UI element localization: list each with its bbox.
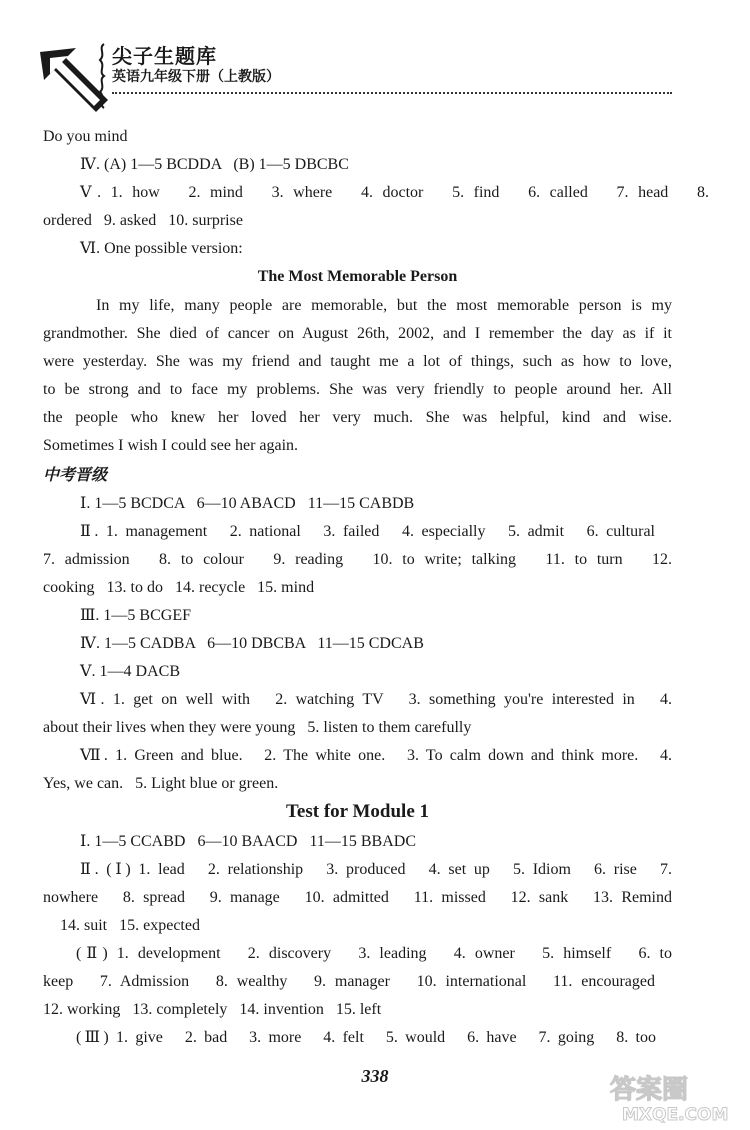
page-number: 338 bbox=[361, 1066, 389, 1086]
watermark-text: 答案圈 bbox=[610, 1075, 689, 1105]
answer-line: 12. working 13. completely 14. invention 15. left bbox=[43, 1001, 382, 1018]
answer-line: Ⅵ. 1. get on well with 2. watching TV 3. something you're interested in 4. bbox=[80, 691, 672, 708]
answer-line: Ⅲ. 1—5 BCGEF bbox=[80, 607, 191, 624]
answer-line: (Ⅱ) 1. development 2. discovery 3. leading 4. owner 5. himself 6. to bbox=[76, 945, 672, 962]
answer-line: Yes, we can. 5. Light blue or green. bbox=[43, 775, 279, 792]
answer-line: Ⅳ. 1—5 CADBA 6—10 DBCBA 11—15 CDCAB bbox=[80, 635, 424, 652]
answer-line: Ⅴ. 1—4 DACB bbox=[80, 663, 181, 680]
essay-line: grandmother. She died of cancer on August 26th, 2002, and I remember the day as if it bbox=[43, 325, 672, 342]
answer-line: 7. admission 8. to colour 9. reading 10. to write; talking 11. to turn 12. bbox=[43, 551, 672, 568]
answer-line: Ⅳ. (A) 1—5 BCDDA (B) 1—5 DBCBC bbox=[80, 156, 349, 173]
essay-line: In my life, many people are memorable, but the most memorable person is my bbox=[96, 297, 672, 314]
brace-ornament-icon bbox=[96, 42, 108, 110]
answer-line: Ⅶ. 1. Green and blue. 2. The white one. 3. To calm down and think more. 4. bbox=[80, 747, 672, 764]
answer-line: Ⅵ. One possible version: bbox=[80, 240, 243, 257]
answer-line: about their lives when they were young 5. listen to them carefully bbox=[43, 719, 472, 736]
module-test-title: Test for Module 1 bbox=[285, 801, 430, 822]
essay-title: The Most Memorable Person bbox=[257, 268, 458, 285]
section-heading: 中考晋级 bbox=[43, 465, 108, 484]
answer-line: cooking 13. to do 14. recycle 15. mind bbox=[43, 579, 315, 596]
answer-line: Ⅰ. 1—5 BCDCA 6—10 ABACD 11—15 CABDB bbox=[80, 495, 415, 512]
answer-line: ordered 9. asked 10. surprise bbox=[43, 212, 243, 229]
book-brand-title: 尖子生题库 bbox=[112, 44, 217, 68]
answer-line: 14. suit 15. expected bbox=[60, 917, 200, 934]
answer-line: Ⅱ. 1. management 2. national 3. failed 4. especially 5. admit 6. cultural bbox=[80, 523, 655, 540]
answer-line: Ⅰ. 1—5 CCABD 6—10 BAACD 11—15 BBADC bbox=[80, 833, 416, 850]
page-header bbox=[0, 0, 750, 118]
answer-line: Do you mind bbox=[43, 128, 128, 145]
answer-line: Ⅴ. 1. how 2. mind 3. where 4. doctor 5. find 6. called 7. head 8. bbox=[80, 184, 709, 201]
answer-line: nowhere 8. spread 9. manage 10. admitted 11. missed 12. sank 13. Remind bbox=[43, 889, 672, 906]
header-dotted-rule bbox=[112, 92, 672, 94]
essay-line: the people who knew her loved her very much. She was helpful, kind and wise. bbox=[43, 409, 672, 426]
essay-line: were yesterday. She was my friend and taught me a lot of things, such as how to love, bbox=[43, 353, 672, 370]
essay-line: Sometimes I wish I could see her again. bbox=[43, 437, 299, 454]
watermark-url: MXQE.COM bbox=[622, 1105, 729, 1125]
answer-line: Ⅱ. (Ⅰ) 1. lead 2. relationship 3. produced 4. set up 5. Idiom 6. rise 7. bbox=[80, 861, 672, 878]
answer-line: (Ⅲ) 1. give 2. bad 3. more 4. felt 5. would 6. have 7. going 8. too bbox=[76, 1029, 656, 1046]
book-subtitle: 英语九年级下册（上教版） bbox=[112, 69, 280, 85]
watermark-logo-icon bbox=[604, 1066, 744, 1126]
essay-line: to be strong and to face my problems. She was very friendly to people around her. All bbox=[43, 381, 672, 398]
answer-line: keep 7. Admission 8. wealthy 9. manager 10. international 11. encouraged bbox=[43, 973, 655, 990]
